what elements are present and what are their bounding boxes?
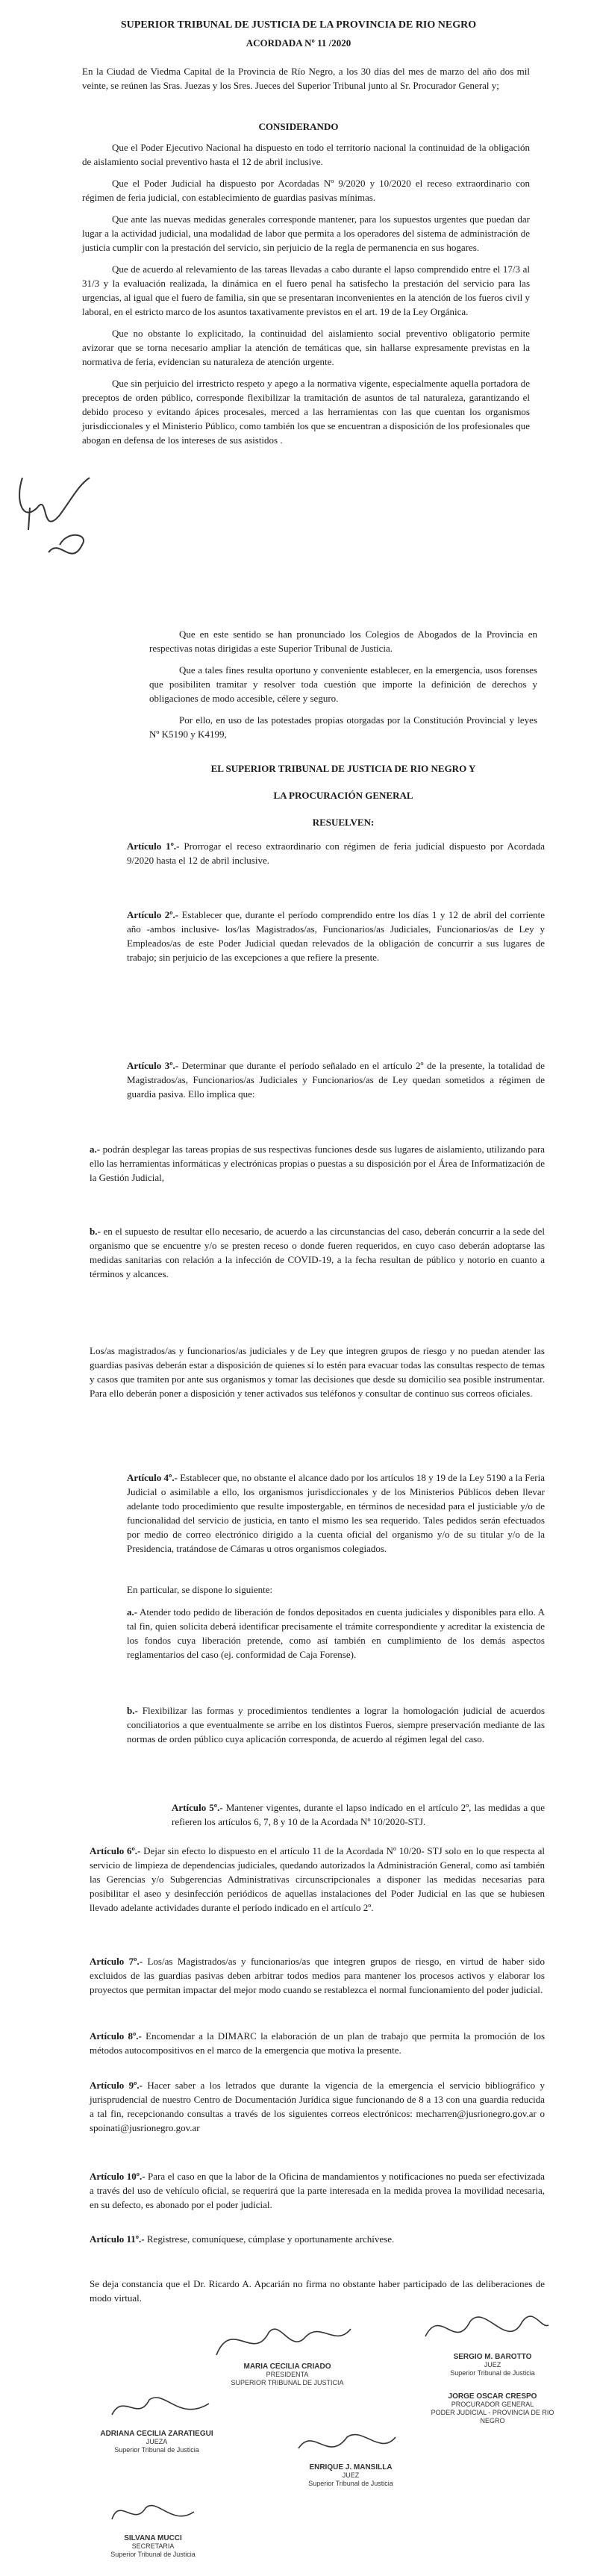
article-3 <box>127 1058 545 1101</box>
considerando-paragraph: Que no obstante lo explicitado, la continuidad del aislamiento social preventivo obligatorio permite avizorar que se torna necesario ampliar la atención de temáticas que, sin hallarse expresamente previstas en la normativa de feria, evidencian su naturaleza de atención urgente. <box>82 328 530 367</box>
item-label: b.- <box>127 1705 138 1716</box>
signature-role: SECRETARIA <box>131 2542 175 2550</box>
article-label: Artículo 1º.- <box>127 841 180 852</box>
article-3-item-a <box>90 1142 545 1185</box>
item-label: b.- <box>90 1226 101 1237</box>
signature-block-juez-1 <box>433 2353 552 2377</box>
signature-role: PRESIDENTA <box>266 2371 309 2378</box>
article-9 <box>90 2078 545 2135</box>
item-label: a.- <box>90 1144 101 1155</box>
considerando-paragraph: Que el Poder Ejecutivo Nacional ha dispuesto en todo el territorio nacional la continuidad de la obligación de aislamiento social preventivo hasta el 12 de abril inclusive. <box>82 142 530 167</box>
signature-org: Superior Tribunal de Justicia <box>308 2480 393 2487</box>
signature-role: JUEZ <box>484 2361 501 2368</box>
signature-name: SERGIO M. BAROTTO <box>453 2353 532 2361</box>
considerando-heading: CONSIDERANDO <box>258 121 339 132</box>
article-7 <box>90 1954 545 1997</box>
article-text: Establecer que, durante el período comprendido entre los días 1 y 12 de abril del corriente año -ambos inclusive- los/las Magistrados/as, Funcionarios/as Judiciales, Funcionarios/as de Ley y Empleados/as de este Poder Judicial quedan relevados de la obligación de concurrir a sus lugares de trabajo; sin perjuicio de las excepciones a que refiere la presente. <box>127 909 545 963</box>
considerando-paragraph: Que el Poder Judicial ha dispuesto por Acordadas Nº 9/2020 y 10/2020 el receso extraordinario con régimen de feria judicial, con establecimiento de guardias pasivas mínimas. <box>82 178 530 203</box>
considerando-paragraph: Que ante las nuevas medidas generales corresponde mantener, para los supuestos urgentes que puedan dar lugar a la actividad judicial, una modalidad de labor que permita a los operadores del sistema de administración de justicia cumplir con la prestación del servicio, sin perjuicio de la regla de permanencia en sus hogares. <box>82 213 530 253</box>
signature-org: Superior Tribunal de Justicia <box>450 2369 535 2377</box>
signature-name: SILVANA MUCCI <box>124 2534 182 2542</box>
article-label: Artículo 4º.- <box>127 1472 178 1483</box>
article-6 <box>90 1844 545 1915</box>
signature-org: SUPERIOR TRIBUNAL DE JUSTICIA <box>231 2379 344 2386</box>
article-text: Registrese, comuníquese, cúmplase y oportunamente archívese. <box>146 2233 395 2245</box>
signature-role: JUEZA <box>146 2438 168 2445</box>
signature-name: MARIA CECILIA CRIADO <box>243 2363 331 2371</box>
article-11 <box>90 2232 545 2246</box>
article-10 <box>90 2169 545 2212</box>
considerando-paragraph: Que de acuerdo al relevamiento de las tareas llevadas a cabo durante el lapso comprendido entre el 17/3 al 31/3 y la evaluación realizada, la dinámica en el fuero penal ha satisfecho la prestación del servicio para las urgencias, al igual que el fuero de familia, sin que se presentaran inconvenientes en la atención de los fueros civil y laboral, en el estricto marco de los asuntos taxativamente previstos en el art. 19 de la Ley Orgánica. <box>82 263 530 317</box>
article-label: Artículo 6º.- <box>90 1845 141 1856</box>
signature-org: PODER JUDICIAL - PROVINCIA DE RIO NEGRO <box>431 2409 554 2424</box>
article-text: Establecer que, no obstante el alcance dado por los artículos 18 y 19 de la Ley 5190 a la Feria Judicial o asimilable a ello, los organismos jurisdiccionales y de los Ministerios Públicos deben llevar adelante todo procedimiento que resulte impostergable, en términos de necesidad para el justiciable y/o de funcionalidad del servicio de justicia, en tanto el mismo les sea requerido. Tales pedidos serán efectuados por medio de correo electrónico dirigido a la cuenta oficial del organismo y/o de su titular y/o de la Presidencia, tratándose de Cámaras u otros organismos colegiados. <box>127 1472 545 1554</box>
item-text: Atender todo pedido de liberación de fondos depositados en cuenta judiciales y disponibles para ello. A tal fin, quien solicita deberá identificar precisamente el trámite correspondiente y acreditar la existencia de los fondos cuya liberación pretende, como así también en cumplimiento de los demás aspectos reglamentarios del caso (ej. conformidad de Caja Forense). <box>127 1606 545 1660</box>
signature-block-presidenta <box>224 2363 351 2387</box>
article-text: Para el caso en que la labor de la Oficina de mandamientos y notificaciones no pueda ser efectivizada a través del uso de vehículo oficial, se requerirá que la parte interesada en la medida provea la movilidad necesaria, en su defecto, es abonado por el poder judicial. <box>90 2171 545 2210</box>
signature-scribble-juez-2 <box>291 2422 403 2467</box>
closing-note-text: Se deja constancia que el Dr. Ricardo A. Apcarián no firma no obstante haber participado de las deliberaciones de modo virtual. <box>90 2278 545 2304</box>
acordada-number: ACORDADA Nº 11 /2020 <box>246 37 351 49</box>
resuelven-heading: RESUELVEN: <box>312 817 375 828</box>
article-label: Artículo 8º.- <box>90 2030 142 2042</box>
signature-name: ADRIANA CECILIA ZARATIEGUI <box>100 2430 213 2438</box>
signature-scribble-jueza <box>104 2385 216 2430</box>
article-label: Artículo 5º.- <box>172 1802 223 1813</box>
item-label: a.- <box>127 1606 138 1618</box>
article-text: Hacer saber a los letrados que durante la vigencia de la emergencia el servicio bibliográfico y jurisprudencial de nuestro Centro de Documentación Jurídica sigue funcionando de 8 a 13 con una guardia reducida a tal fin, recepcionando consultas a través de los siguientes correos electrónicos: mecharren@jusrionegro.gov.ar o spoinati@jusrionegro.gov.ar <box>90 2080 546 2133</box>
considerando-paragraph: Por ello, en uso de las potestades propias otorgadas por la Constitución Provincial y leyes Nº K5190 y K4199, <box>149 714 537 740</box>
article-label: Artículo 9º.- <box>90 2080 143 2091</box>
article-label: Artículo 7º.- <box>90 1956 143 1967</box>
article-label: Artículo 2º.- <box>127 909 179 920</box>
signature-scribble-presidenta <box>209 2310 358 2370</box>
article-label: Artículo 10º.- <box>90 2171 146 2182</box>
article-text: Dejar sin efecto lo dispuesto en el artículo 11 de la Acordada Nº 10/20- STJ solo en lo que respecta al servicio de limpieza de dependencias judiciales, quedando autorizados la Administración General, como así también las Gerencias y/o Subgerencias Administrativas circunscripcionales a disponer las medidas necesarias para posibilitar el aseo y desinfección periódicos de aquellas instalaciones del Poder Judicial en las que se hubiesen llevado adelante actividades durante el período indicado en el artículo 2º. <box>90 1845 545 1913</box>
considerando-paragraph: Que sin perjuicio del irrestricto respeto y apego a la normativa vigente, especialmente aquella portadora de preceptos de orden público, corresponde flexibilizar la tramitación de asuntos de tal naturaleza, garantizando el debido proceso y evitando ápices procesales, merced a las herramientas con las que cuentan los organismos jurisdiccionales y el Ministerio Público, como también los que se encuentran a disposición de los profesionales que abogan en defensa de los intereses de sus asistidos . <box>82 378 530 446</box>
article-label: Artículo 3º.- <box>127 1060 179 1071</box>
considerando-block-2 <box>149 627 537 749</box>
article-8 <box>90 2029 545 2057</box>
article-1 <box>127 839 545 867</box>
article-4-intro <box>127 1582 545 1597</box>
article-3-item-b <box>90 1224 545 1281</box>
item-text: En particular, se dispone lo siguiente: <box>127 1584 273 1595</box>
article-3-risk-groups <box>90 1344 545 1400</box>
article-4-item-a <box>127 1605 545 1662</box>
considerando-paragraph: Que a tales fines resulta oportuno y conveniente establecer, en la emergencia, usos forenses que posibiliten tramitar y resolver toda cuestión que importe la definición de derechos y obligaciones de modo accesible, célere y seguro. <box>149 664 537 704</box>
resolution-heading-1: EL SUPERIOR TRIBUNAL DE JUSTICIA DE RIO NEGRO Y <box>210 763 476 774</box>
signature-name: JORGE OSCAR CRESPO <box>448 2392 537 2401</box>
intro-text: En la Ciudad de Viedma Capital de la Provincia de Río Negro, a los 30 días del mes de marzo del año dos mil veinte, se reúnen las Sras. Juezas y los Sres. Jueces del Superior Tribunal junto al Sr. Procurador General y; <box>82 66 530 91</box>
intro-paragraph <box>82 64 530 100</box>
signature-org: Superior Tribunal de Justicia <box>110 2551 196 2558</box>
resolution-heading-2: LA PROCURACIÓN GENERAL <box>273 790 413 801</box>
article-text: Determinar que durante el período señalado en el artículo 2º de la presente, la totalidad de Magistrados/as, Funcionarios/as Judiciales y Funcionarios/as de Ley quedan sometidos a régimen de guardia pasiva. Ello implica que: <box>127 1060 545 1100</box>
signature-block-procurador <box>425 2392 560 2425</box>
article-4-item-b <box>127 1703 545 1746</box>
document-title: SUPERIOR TRIBUNAL DE JUSTICIA DE LA PROVINCIA DE RIO NEGRO <box>120 19 477 31</box>
article-4 <box>127 1471 545 1556</box>
margin-initials-scribble <box>7 455 97 582</box>
signature-block-jueza <box>90 2430 224 2454</box>
item-text: podrán desplegar las tareas propias de sus respectivas funciones desde sus lugares de aislamiento, utilizando para ello las herramientas informáticas y electrónicas propias o puestas a su disposición por el Área de Informatización de la Gestión Judicial, <box>90 1144 546 1183</box>
item-text: en el supuesto de resultar ello necesario, de acuerdo a las circunstancias del caso, deberán concurrir a la sede del organismo que se encuentre y/o se presten receso o donde fueren requeridos, en cuyo caso deberán adoptarse las medidas sanitarias con relación a la infección de COVID-19, a la fecha resultan de público y notorio en cuanto a términos y alcances. <box>90 1226 546 1279</box>
considerando-paragraph: Que en este sentido se han pronunciado los Colegios de Abogados de la Provincia en respectivas notas dirigidas a este Superior Tribunal de Justicia. <box>149 629 537 654</box>
article-text: Los/as Magistrados/as y funcionarios/as que integren grupos de riesgo, en virtud de haber sido excluidos de las guardias pasivas deben arbitrar todos medios para mantener los procesos activos y elaborar los proyectos que permitan impactar del mejor modo cuando se restablezca el normal funcionamiento del poder judicial. <box>90 1956 546 1995</box>
signature-role: JUEZ <box>342 2471 360 2479</box>
item-text: Los/as magistrados/as y funcionarios/as judiciales y de Ley que integren grupos de riesgo y no puedan atender las guardias pasivas deberán estar a disposición de quienes sí lo estén para evacuar todas las consultas respecto de temas y casos que tramiten por ante sus organismos y tomar las decisiones que desde su domicilio sea posible instrumentar. Para ello deberán poner a disposición y tener activados sus teléfonos y consultar de continuo sus correos oficiales. <box>90 1345 545 1399</box>
item-text: Flexibilizar las formas y procedimientos tendientes a lograr la homologación judicial de acuerdos conciliatorios a que eventualmente se arribe en los distintos Fueros, siempre preservación mediante de las normas de orden público cuya aplicación corresponda, de acuerdo al régimen legal del caso. <box>127 1705 546 1744</box>
article-text: Prorrogar el receso extraordinario con régimen de feria judicial dispuesto por Acordada 9/2020 hasta el 12 de abril inclusive. <box>127 841 545 866</box>
considerando-block-1 <box>82 140 530 455</box>
signature-scribble-juez-1 <box>418 2299 552 2359</box>
article-label: Artículo 11º.- <box>90 2233 145 2245</box>
article-2 <box>127 908 545 964</box>
article-5 <box>172 1800 545 1829</box>
signature-role: PROCURADOR GENERAL <box>451 2401 534 2408</box>
signature-block-secretaria <box>90 2534 216 2559</box>
signature-org: Superior Tribunal de Justicia <box>114 2446 199 2454</box>
article-text: Mantener vigentes, durante el lapso indicado en el artículo 2º, las medidas a que refieren los artículos 6, 7, 8 y 10 de la Acordada Nº 10/2020-STJ. <box>172 1802 545 1827</box>
signature-name: ENRIQUE J. MANSILLA <box>309 2463 393 2471</box>
signature-block-juez-2 <box>291 2463 410 2488</box>
article-text: Encomendar a la DIMARC la elaboración de un plan de trabajo que permita la promoción de los métodos autocompositivos en el marco de la emergencia que motiva la presente. <box>90 2030 546 2056</box>
signature-scribble-secretaria <box>104 2489 201 2534</box>
